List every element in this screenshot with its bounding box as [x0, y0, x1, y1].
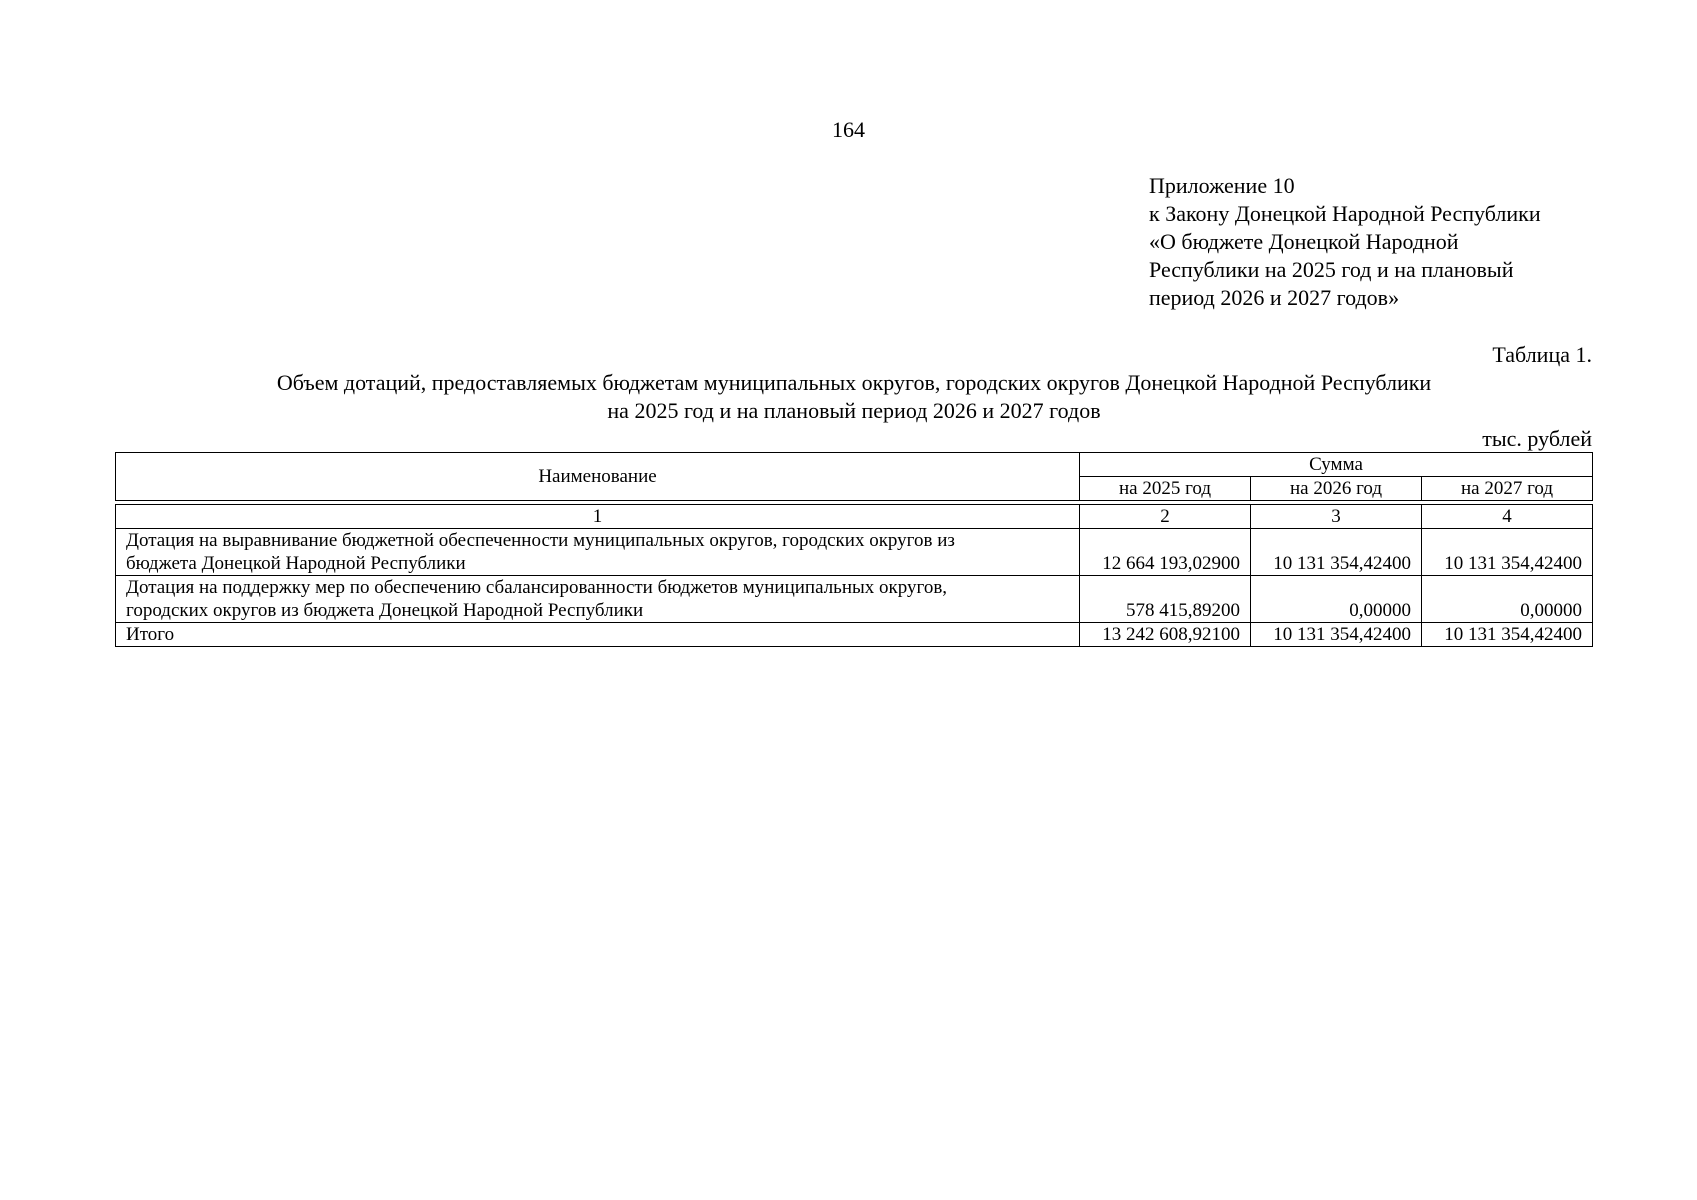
page-number: 164	[832, 117, 865, 142]
table-row	[116, 576, 1593, 623]
total-value-2025: 13 242 608,92100	[1080, 623, 1251, 647]
header-name: Наименование	[116, 453, 1080, 501]
row-name-line: городских округов из бюджета Донецкой Народной Республики	[126, 600, 644, 621]
row-name-line: бюджета Донецкой Народной Республики	[126, 553, 466, 574]
budget-table	[115, 452, 1593, 647]
header-year-2026: на 2026 год	[1251, 477, 1422, 501]
title-line-2: на 2025 год и на плановый период 2026 и 2027 годов	[607, 398, 1101, 423]
row-value-2025: 12 664 193,02900	[1080, 529, 1251, 576]
column-numbers-row	[116, 505, 1593, 529]
row-value-2027: 0,00000	[1422, 576, 1593, 623]
table-label: Таблица 1.	[1492, 342, 1592, 367]
column-number: 1	[116, 505, 1080, 529]
appendix-line: «О бюджете Донецкой Народной	[1149, 229, 1459, 254]
header-row	[116, 453, 1593, 477]
total-row	[116, 623, 1593, 647]
document-title	[100, 369, 1608, 425]
units-label: тыс. рублей	[1482, 426, 1592, 451]
appendix-line: Республики на 2025 год и на плановый	[1149, 257, 1514, 282]
header-year-2025: на 2025 год	[1080, 477, 1251, 501]
table-row	[116, 529, 1593, 576]
row-name	[116, 576, 1080, 623]
column-number: 3	[1251, 505, 1422, 529]
row-name-line: Дотация на поддержку мер по обеспечению сбалансированности бюджетов муниципальных округов,	[126, 577, 948, 598]
header-sum: Сумма	[1080, 453, 1593, 477]
total-label: Итого	[116, 623, 1080, 647]
total-value-2027: 10 131 354,42400	[1422, 623, 1593, 647]
appendix-block	[1149, 172, 1541, 312]
column-number: 2	[1080, 505, 1251, 529]
row-value-2027: 10 131 354,42400	[1422, 529, 1593, 576]
row-value-2026: 0,00000	[1251, 576, 1422, 623]
row-name-line: Дотация на выравнивание бюджетной обеспеченности муниципальных округов, городских округов из	[126, 530, 955, 551]
column-number: 4	[1422, 505, 1593, 529]
appendix-line: период 2026 и 2027 годов»	[1149, 285, 1400, 310]
title-line-1: Объем дотаций, предоставляемых бюджетам муниципальных округов, городских округов Донецкой Народной Республики	[276, 370, 1432, 395]
row-value-2026: 10 131 354,42400	[1251, 529, 1422, 576]
appendix-line: к Закону Донецкой Народной Республики	[1149, 201, 1541, 226]
appendix-line: Приложение 10	[1149, 173, 1295, 198]
header-year-2027: на 2027 год	[1422, 477, 1593, 501]
row-name	[116, 529, 1080, 576]
total-value-2026: 10 131 354,42400	[1251, 623, 1422, 647]
row-value-2025: 578 415,89200	[1080, 576, 1251, 623]
